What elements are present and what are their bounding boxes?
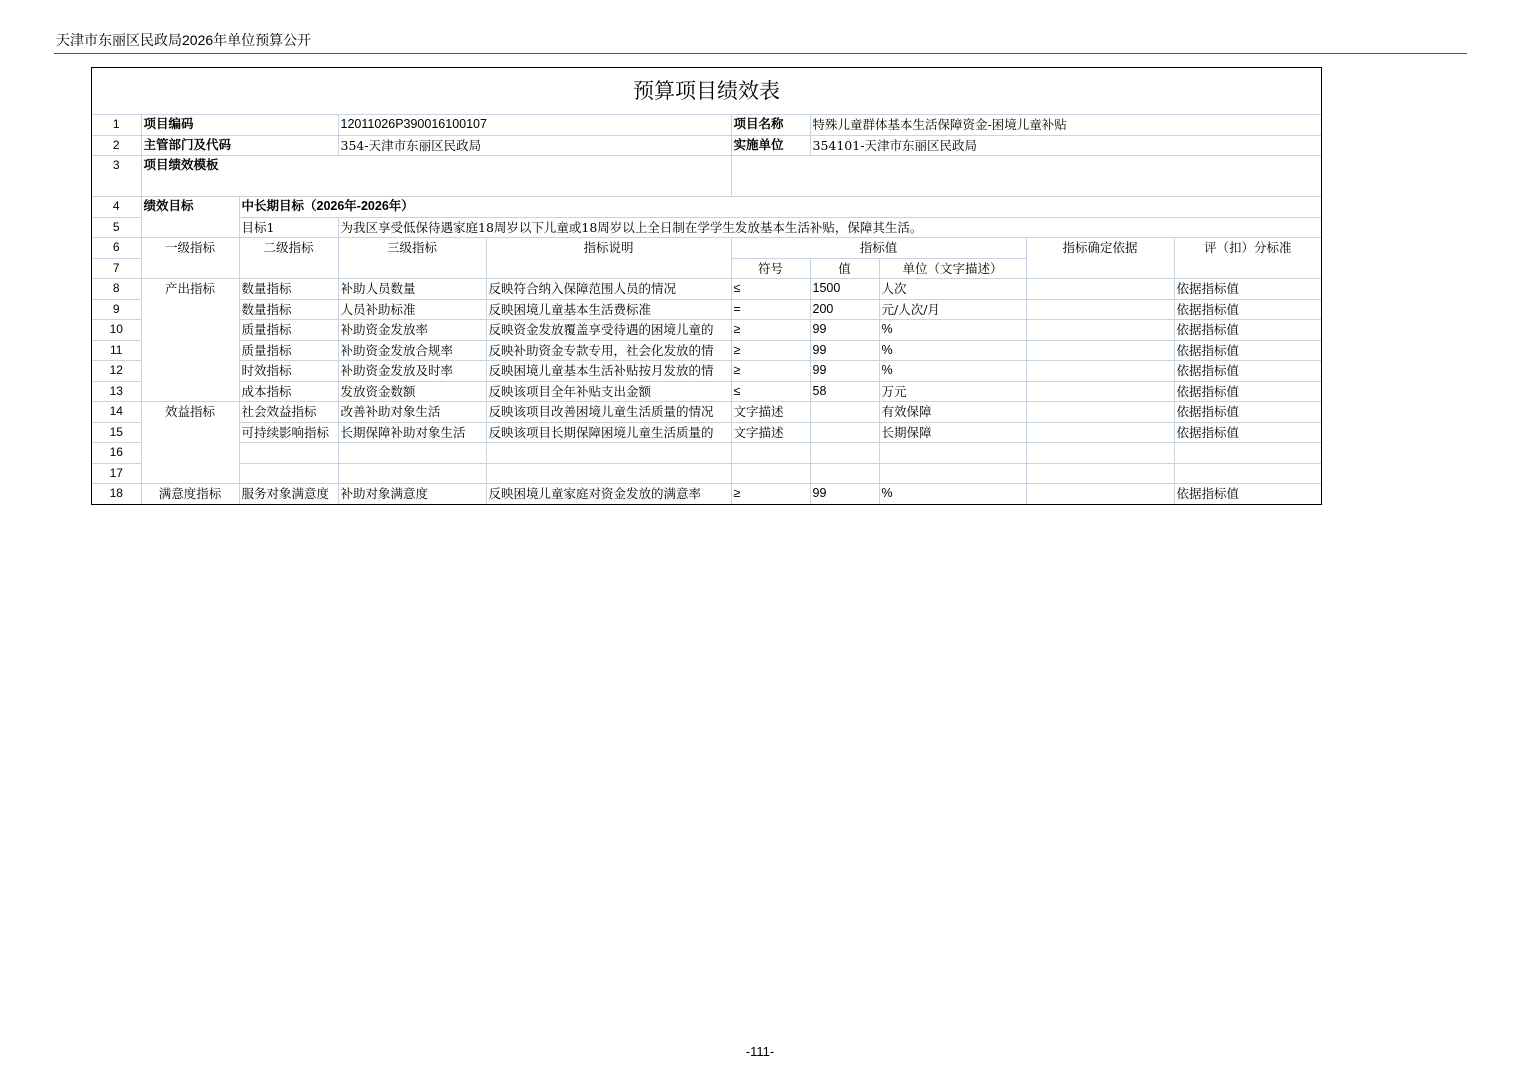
l3-cell: 人员补助标准: [338, 299, 486, 320]
symbol-cell: ≥: [731, 361, 810, 382]
row-number: 10: [92, 320, 141, 341]
unit-cell: [879, 463, 1026, 484]
symbol-cell: =: [731, 299, 810, 320]
basis-cell: [1026, 484, 1174, 504]
table-header-row: [92, 238, 1321, 259]
table-row: [92, 361, 1321, 382]
dept-label: 主管部门及代码: [141, 135, 338, 156]
l2-cell: 数量指标: [239, 279, 338, 300]
group-output: 产出指标: [141, 279, 239, 402]
table-row: [92, 484, 1321, 504]
row-number: 6: [92, 238, 141, 259]
dept-value: 354-天津市东丽区民政局: [338, 135, 731, 156]
unit-cell: 元/人次/月: [879, 299, 1026, 320]
basis-cell: [1026, 381, 1174, 402]
table-row: [92, 320, 1321, 341]
desc-cell: 反映该项目长期保障困境儿童生活质量的: [486, 422, 731, 443]
value-cell: 58: [810, 381, 879, 402]
unit-cell: 长期保障: [879, 422, 1026, 443]
score-cell: 依据指标值: [1174, 361, 1321, 382]
header-symbol: 符号: [731, 258, 810, 279]
desc-cell: 反映资金发放覆盖享受待遇的困境儿童的: [486, 320, 731, 341]
desc-cell: 反映困境儿童基本生活费标准: [486, 299, 731, 320]
l2-cell: 社会效益指标: [239, 402, 338, 423]
row-number: 15: [92, 422, 141, 443]
basis-cell: [1026, 361, 1174, 382]
row-number: 17: [92, 463, 141, 484]
performance-table-container: [91, 67, 1322, 505]
row-number: 2: [92, 135, 141, 156]
basis-cell: [1026, 402, 1174, 423]
score-cell: [1174, 463, 1321, 484]
l3-cell: [338, 463, 486, 484]
header-value: 值: [810, 258, 879, 279]
value-cell: 99: [810, 361, 879, 382]
table-row: [92, 443, 1321, 464]
basis-cell: [1026, 279, 1174, 300]
table-row: [92, 463, 1321, 484]
table-title: 预算项目绩效表: [92, 68, 1321, 115]
page-number: -111-: [745, 1044, 775, 1059]
score-cell: 依据指标值: [1174, 320, 1321, 341]
project-name-value: 特殊儿童群体基本生活保障资金-困境儿童补贴: [810, 115, 1321, 136]
score-cell: 依据指标值: [1174, 422, 1321, 443]
row-number: 11: [92, 340, 141, 361]
row-number: 5: [92, 217, 141, 238]
title-row: [92, 68, 1321, 115]
value-cell: [810, 402, 879, 423]
score-cell: 依据指标值: [1174, 279, 1321, 300]
value-cell: [810, 443, 879, 464]
symbol-cell: ≥: [731, 340, 810, 361]
unit-cell: [879, 443, 1026, 464]
basis-cell: [1026, 340, 1174, 361]
row-number: 14: [92, 402, 141, 423]
score-cell: 依据指标值: [1174, 381, 1321, 402]
impl-label: 实施单位: [731, 135, 810, 156]
value-cell: 99: [810, 340, 879, 361]
l2-cell: 服务对象满意度: [239, 484, 338, 504]
basis-cell: [1026, 443, 1174, 464]
row-number: 4: [92, 197, 141, 218]
table-row: [92, 299, 1321, 320]
row-number: 8: [92, 279, 141, 300]
performance-table: [92, 68, 1321, 504]
table-row: [92, 381, 1321, 402]
l2-cell: 成本指标: [239, 381, 338, 402]
row-number: 12: [92, 361, 141, 382]
l2-cell: 质量指标: [239, 320, 338, 341]
table-row: [92, 402, 1321, 423]
table-row: [92, 156, 1321, 197]
table-row: [92, 115, 1321, 136]
goal1-text: 为我区享受低保待遇家庭18周岁以下儿童或18周岁以上全日制在学学生发放基本生活补贴，保障其生活。: [338, 217, 1321, 238]
score-cell: 依据指标值: [1174, 402, 1321, 423]
header-value-group: 指标值: [731, 238, 1026, 259]
row-number: 9: [92, 299, 141, 320]
l2-cell: [239, 443, 338, 464]
page-header-title: 天津市东丽区民政局2026年单位预算公开: [56, 32, 312, 48]
row-number: 18: [92, 484, 141, 504]
symbol-cell: 文字描述: [731, 422, 810, 443]
basis-cell: [1026, 422, 1174, 443]
unit-cell: %: [879, 361, 1026, 382]
table-row: [92, 279, 1321, 300]
value-cell: 99: [810, 484, 879, 504]
score-cell: 依据指标值: [1174, 484, 1321, 504]
table-row: [92, 217, 1321, 238]
l3-cell: 补助资金发放合规率: [338, 340, 486, 361]
header-unit: 单位（文字描述）: [879, 258, 1026, 279]
unit-cell: %: [879, 484, 1026, 504]
desc-cell: [486, 463, 731, 484]
table-row: [92, 422, 1321, 443]
group-satisfaction: 满意度指标: [141, 484, 239, 504]
score-cell: 依据指标值: [1174, 340, 1321, 361]
symbol-cell: [731, 463, 810, 484]
table-row: [92, 135, 1321, 156]
header-level1: 一级指标: [141, 238, 239, 279]
l3-cell: 发放资金数额: [338, 381, 486, 402]
row-number: 13: [92, 381, 141, 402]
l3-cell: 补助人员数量: [338, 279, 486, 300]
row-number: 7: [92, 258, 141, 279]
group-benefit: 效益指标: [141, 402, 239, 484]
l2-cell: 可持续影响指标: [239, 422, 338, 443]
l3-cell: 改善补助对象生活: [338, 402, 486, 423]
desc-cell: [486, 443, 731, 464]
symbol-cell: 文字描述: [731, 402, 810, 423]
desc-cell: 反映该项目全年补贴支出金额: [486, 381, 731, 402]
header-desc: 指标说明: [486, 238, 731, 279]
symbol-cell: [731, 443, 810, 464]
l2-cell: 时效指标: [239, 361, 338, 382]
symbol-cell: ≤: [731, 381, 810, 402]
row-number: 16: [92, 443, 141, 464]
l3-cell: 补助资金发放及时率: [338, 361, 486, 382]
project-code-value: 12011026P390016100107: [338, 115, 731, 136]
l3-cell: 补助资金发放率: [338, 320, 486, 341]
row-number: 1: [92, 115, 141, 136]
template-label: 项目绩效模板: [141, 156, 731, 197]
l2-cell: 质量指标: [239, 340, 338, 361]
midterm-goal-label: 中长期目标（2026年-2026年）: [239, 197, 1321, 218]
table-row: [92, 340, 1321, 361]
symbol-cell: ≤: [731, 279, 810, 300]
l3-cell: [338, 443, 486, 464]
desc-cell: 反映符合纳入保障范围人员的情况: [486, 279, 731, 300]
score-cell: 依据指标值: [1174, 299, 1321, 320]
header-score: 评（扣）分标准: [1174, 238, 1321, 279]
value-cell: [810, 463, 879, 484]
value-cell: 99: [810, 320, 879, 341]
unit-cell: %: [879, 340, 1026, 361]
goal1-label: 目标1: [239, 217, 338, 238]
desc-cell: 反映补助资金专款专用，社会化发放的情: [486, 340, 731, 361]
table-row: [92, 197, 1321, 218]
l3-cell: 补助对象满意度: [338, 484, 486, 504]
row-number: 3: [92, 156, 141, 197]
desc-cell: 反映该项目改善困境儿童生活质量的情况: [486, 402, 731, 423]
value-cell: [810, 422, 879, 443]
value-cell: 200: [810, 299, 879, 320]
header-rule: [54, 53, 1467, 54]
unit-cell: %: [879, 320, 1026, 341]
unit-cell: 万元: [879, 381, 1026, 402]
template-value: [731, 156, 1321, 197]
desc-cell: 反映困境儿童基本生活补贴按月发放的情: [486, 361, 731, 382]
header-level2: 二级指标: [239, 238, 338, 279]
score-cell: [1174, 443, 1321, 464]
header-basis: 指标确定依据: [1026, 238, 1174, 279]
basis-cell: [1026, 299, 1174, 320]
project-code-label: 项目编码: [141, 115, 338, 136]
l2-cell: 数量指标: [239, 299, 338, 320]
impl-value: 354101-天津市东丽区民政局: [810, 135, 1321, 156]
basis-cell: [1026, 463, 1174, 484]
symbol-cell: ≥: [731, 320, 810, 341]
project-name-label: 项目名称: [731, 115, 810, 136]
header-level3: 三级指标: [338, 238, 486, 279]
unit-cell: 人次: [879, 279, 1026, 300]
symbol-cell: ≥: [731, 484, 810, 504]
unit-cell: 有效保障: [879, 402, 1026, 423]
goal-label: 绩效目标: [141, 197, 239, 238]
value-cell: 1500: [810, 279, 879, 300]
l3-cell: 长期保障补助对象生活: [338, 422, 486, 443]
l2-cell: [239, 463, 338, 484]
basis-cell: [1026, 320, 1174, 341]
desc-cell: 反映困境儿童家庭对资金发放的满意率: [486, 484, 731, 504]
